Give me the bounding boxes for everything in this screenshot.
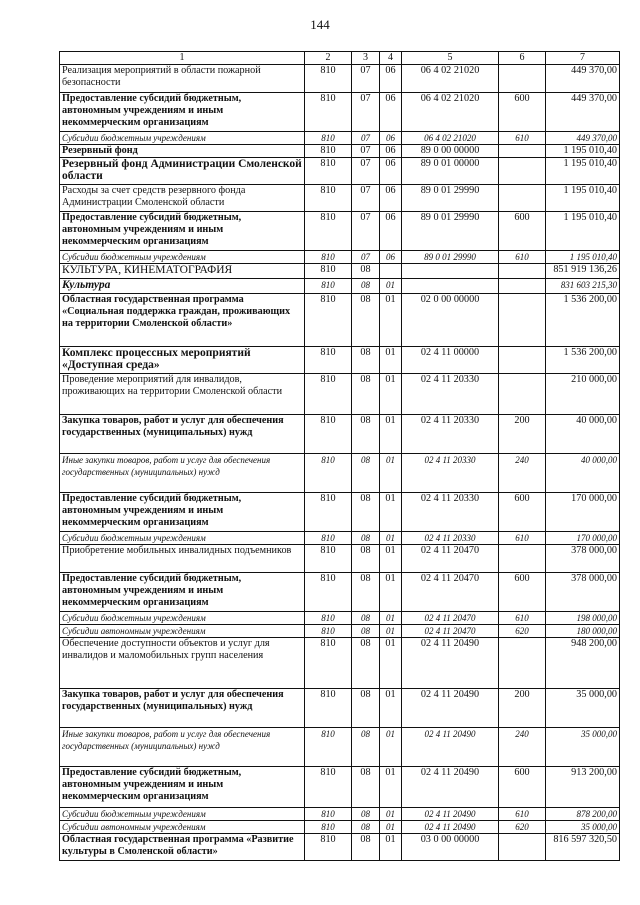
expense-type-code: 600 bbox=[499, 573, 546, 612]
section-code: 08 bbox=[352, 834, 380, 861]
amount: 948 200,00 bbox=[546, 638, 620, 689]
section-code: 07 bbox=[352, 93, 380, 132]
item-description: Субсидии бюджетным учреждениям bbox=[60, 251, 305, 264]
amount: 1 195 010,40 bbox=[546, 158, 620, 185]
amount: 180 000,00 bbox=[546, 625, 620, 638]
expense-type-code: 240 bbox=[499, 728, 546, 767]
expense-type-code bbox=[499, 279, 546, 294]
ministry-code: 810 bbox=[305, 808, 352, 821]
table-row bbox=[60, 132, 620, 145]
ministry-code: 810 bbox=[305, 185, 352, 212]
ministry-code: 810 bbox=[305, 454, 352, 493]
table-row bbox=[60, 374, 620, 415]
table-row bbox=[60, 93, 620, 132]
item-description: Субсидии бюджетным учреждениям bbox=[60, 532, 305, 545]
table-row bbox=[60, 689, 620, 728]
expense-type-code: 600 bbox=[499, 93, 546, 132]
section-code: 08 bbox=[352, 821, 380, 834]
item-description: Приобретение мобильных инвалидных подъемников bbox=[60, 545, 305, 573]
column-header: 4 bbox=[380, 52, 402, 65]
expense-type-code bbox=[499, 347, 546, 374]
column-header: 5 bbox=[402, 52, 499, 65]
subsection-code: 01 bbox=[380, 612, 402, 625]
ministry-code: 810 bbox=[305, 93, 352, 132]
section-code: 08 bbox=[352, 279, 380, 294]
section-code: 08 bbox=[352, 767, 380, 808]
target-article-code: 02 4 11 20470 bbox=[402, 612, 499, 625]
column-header: 7 bbox=[546, 52, 620, 65]
ministry-code: 810 bbox=[305, 767, 352, 808]
expense-type-code bbox=[499, 374, 546, 415]
table-row bbox=[60, 834, 620, 861]
amount: 40 000,00 bbox=[546, 415, 620, 454]
table-row bbox=[60, 821, 620, 834]
expense-type-code: 600 bbox=[499, 767, 546, 808]
column-header: 2 bbox=[305, 52, 352, 65]
expense-type-code: 610 bbox=[499, 132, 546, 145]
section-code: 07 bbox=[352, 65, 380, 93]
section-code: 07 bbox=[352, 212, 380, 251]
item-description: КУЛЬТУРА, КИНЕМАТОГРАФИЯ bbox=[60, 264, 305, 279]
expense-type-code: 240 bbox=[499, 454, 546, 493]
item-description: Расходы за счет средств резервного фонда Администрации Смоленской области bbox=[60, 185, 305, 212]
amount: 878 200,00 bbox=[546, 808, 620, 821]
target-article-code: 02 4 11 20330 bbox=[402, 493, 499, 532]
section-code: 07 bbox=[352, 251, 380, 264]
amount: 1 195 010,40 bbox=[546, 251, 620, 264]
section-code: 08 bbox=[352, 374, 380, 415]
section-code: 08 bbox=[352, 347, 380, 374]
expense-type-code bbox=[499, 145, 546, 158]
expense-type-code: 200 bbox=[499, 689, 546, 728]
expense-type-code bbox=[499, 65, 546, 93]
expense-type-code: 610 bbox=[499, 808, 546, 821]
ministry-code: 810 bbox=[305, 612, 352, 625]
section-code: 08 bbox=[352, 689, 380, 728]
item-description: Предоставление субсидий бюджетным, автономным учреждениям и иным некоммерческим организациям bbox=[60, 493, 305, 532]
item-description: Областная государственная программа «Социальная поддержка граждан, проживающих на территории Смоленской области» bbox=[60, 294, 305, 347]
target-article-code: 02 4 11 20490 bbox=[402, 728, 499, 767]
amount: 378 000,00 bbox=[546, 573, 620, 612]
expense-type-code bbox=[499, 294, 546, 347]
amount: 831 603 215,30 bbox=[546, 279, 620, 294]
subsection-code: 01 bbox=[380, 689, 402, 728]
table-row bbox=[60, 158, 620, 185]
subsection-code: 01 bbox=[380, 294, 402, 347]
expense-type-code: 600 bbox=[499, 493, 546, 532]
ministry-code: 810 bbox=[305, 374, 352, 415]
table-row bbox=[60, 279, 620, 294]
section-code: 08 bbox=[352, 728, 380, 767]
table-row bbox=[60, 545, 620, 573]
ministry-code: 810 bbox=[305, 65, 352, 93]
column-header: 1 bbox=[60, 52, 305, 65]
header-row bbox=[60, 52, 620, 65]
target-article-code: 89 0 01 29990 bbox=[402, 251, 499, 264]
subsection-code: 01 bbox=[380, 415, 402, 454]
target-article-code: 02 4 11 20470 bbox=[402, 545, 499, 573]
item-description: Субсидии автономным учреждениям bbox=[60, 821, 305, 834]
amount: 198 000,00 bbox=[546, 612, 620, 625]
amount: 35 000,00 bbox=[546, 728, 620, 767]
amount: 1 536 200,00 bbox=[546, 294, 620, 347]
subsection-code: 06 bbox=[380, 145, 402, 158]
section-code: 08 bbox=[352, 545, 380, 573]
target-article-code: 02 4 11 20330 bbox=[402, 532, 499, 545]
subsection-code: 01 bbox=[380, 493, 402, 532]
column-header: 3 bbox=[352, 52, 380, 65]
budget-table bbox=[59, 51, 620, 861]
subsection-code: 01 bbox=[380, 374, 402, 415]
subsection-code: 01 bbox=[380, 625, 402, 638]
subsection-code: 01 bbox=[380, 821, 402, 834]
section-code: 08 bbox=[352, 532, 380, 545]
subsection-code: 01 bbox=[380, 279, 402, 294]
subsection-code: 06 bbox=[380, 251, 402, 264]
amount: 170 000,00 bbox=[546, 532, 620, 545]
table-row bbox=[60, 532, 620, 545]
ministry-code: 810 bbox=[305, 264, 352, 279]
subsection-code: 01 bbox=[380, 638, 402, 689]
item-description: Закупка товаров, работ и услуг для обеспечения государственных (муниципальных) нужд bbox=[60, 415, 305, 454]
target-article-code: 02 4 11 00000 bbox=[402, 347, 499, 374]
subsection-code: 06 bbox=[380, 65, 402, 93]
expense-type-code: 620 bbox=[499, 821, 546, 834]
table-row bbox=[60, 65, 620, 93]
table-row bbox=[60, 212, 620, 251]
target-article-code: 02 4 11 20330 bbox=[402, 374, 499, 415]
amount: 378 000,00 bbox=[546, 545, 620, 573]
item-description: Предоставление субсидий бюджетным, автономным учреждениям и иным некоммерческим организациям bbox=[60, 573, 305, 612]
ministry-code: 810 bbox=[305, 689, 352, 728]
amount: 1 195 010,40 bbox=[546, 212, 620, 251]
expense-type-code bbox=[499, 545, 546, 573]
amount: 449 370,00 bbox=[546, 65, 620, 93]
amount: 40 000,00 bbox=[546, 454, 620, 493]
amount: 35 000,00 bbox=[546, 821, 620, 834]
ministry-code: 810 bbox=[305, 415, 352, 454]
item-description: Предоставление субсидий бюджетным, автономным учреждениям и иным некоммерческим организациям bbox=[60, 93, 305, 132]
target-article-code: 02 4 11 20330 bbox=[402, 454, 499, 493]
ministry-code: 810 bbox=[305, 532, 352, 545]
item-description: Иные закупки товаров, работ и услуг для обеспечения государственных (муниципальных) нужд bbox=[60, 454, 305, 493]
table-row bbox=[60, 454, 620, 493]
section-code: 07 bbox=[352, 132, 380, 145]
target-article-code: 02 0 00 00000 bbox=[402, 294, 499, 347]
item-description: Комплекс процессных мероприятий «Доступная среда» bbox=[60, 347, 305, 374]
item-description: Резервный фонд bbox=[60, 145, 305, 158]
subsection-code: 01 bbox=[380, 767, 402, 808]
ministry-code: 810 bbox=[305, 573, 352, 612]
section-code: 08 bbox=[352, 493, 380, 532]
ministry-code: 810 bbox=[305, 545, 352, 573]
target-article-code: 02 4 11 20330 bbox=[402, 415, 499, 454]
item-description: Субсидии бюджетным учреждениям bbox=[60, 132, 305, 145]
amount: 449 370,00 bbox=[546, 93, 620, 132]
amount: 210 000,00 bbox=[546, 374, 620, 415]
ministry-code: 810 bbox=[305, 212, 352, 251]
ministry-code: 810 bbox=[305, 638, 352, 689]
amount: 851 919 136,26 bbox=[546, 264, 620, 279]
ministry-code: 810 bbox=[305, 493, 352, 532]
table-row bbox=[60, 573, 620, 612]
subsection-code: 01 bbox=[380, 454, 402, 493]
subsection-code: 01 bbox=[380, 573, 402, 612]
section-code: 07 bbox=[352, 158, 380, 185]
target-article-code bbox=[402, 279, 499, 294]
subsection-code: 01 bbox=[380, 545, 402, 573]
target-article-code: 02 4 11 20470 bbox=[402, 573, 499, 612]
section-code: 07 bbox=[352, 145, 380, 158]
page-number: 144 bbox=[310, 17, 330, 32]
target-article-code: 03 0 00 00000 bbox=[402, 834, 499, 861]
target-article-code: 06 4 02 21020 bbox=[402, 65, 499, 93]
subsection-code: 06 bbox=[380, 93, 402, 132]
item-description: Обеспечение доступности объектов и услуг для инвалидов и маломобильных групп населения bbox=[60, 638, 305, 689]
table-row bbox=[60, 145, 620, 158]
item-description: Областная государственная программа «Развитие культуры в Смоленской области» bbox=[60, 834, 305, 861]
subsection-code bbox=[380, 264, 402, 279]
expense-type-code bbox=[499, 158, 546, 185]
expense-type-code: 610 bbox=[499, 612, 546, 625]
subsection-code: 01 bbox=[380, 347, 402, 374]
section-code: 08 bbox=[352, 454, 380, 493]
target-article-code: 06 4 02 21020 bbox=[402, 132, 499, 145]
target-article-code: 89 0 00 00000 bbox=[402, 145, 499, 158]
item-description: Резервный фонд Администрации Смоленской области bbox=[60, 158, 305, 185]
column-header: 6 bbox=[499, 52, 546, 65]
section-code: 08 bbox=[352, 415, 380, 454]
subsection-code: 06 bbox=[380, 158, 402, 185]
section-code: 08 bbox=[352, 612, 380, 625]
target-article-code: 06 4 02 21020 bbox=[402, 93, 499, 132]
ministry-code: 810 bbox=[305, 821, 352, 834]
table-row bbox=[60, 728, 620, 767]
amount: 170 000,00 bbox=[546, 493, 620, 532]
ministry-code: 810 bbox=[305, 625, 352, 638]
target-article-code: 02 4 11 20490 bbox=[402, 808, 499, 821]
item-description: Субсидии бюджетным учреждениям bbox=[60, 612, 305, 625]
expense-type-code: 620 bbox=[499, 625, 546, 638]
table-row bbox=[60, 808, 620, 821]
target-article-code: 02 4 11 20470 bbox=[402, 625, 499, 638]
subsection-code: 01 bbox=[380, 532, 402, 545]
table-row bbox=[60, 638, 620, 689]
table-row bbox=[60, 493, 620, 532]
target-article-code: 89 0 01 00000 bbox=[402, 158, 499, 185]
subsection-code: 06 bbox=[380, 185, 402, 212]
amount: 816 597 320,50 bbox=[546, 834, 620, 861]
amount: 1 195 010,40 bbox=[546, 185, 620, 212]
item-description: Предоставление субсидий бюджетным, автономным учреждениям и иным некоммерческим организациям bbox=[60, 212, 305, 251]
target-article-code: 02 4 11 20490 bbox=[402, 689, 499, 728]
item-description: Культура bbox=[60, 279, 305, 294]
amount: 35 000,00 bbox=[546, 689, 620, 728]
section-code: 08 bbox=[352, 573, 380, 612]
subsection-code: 01 bbox=[380, 728, 402, 767]
amount: 913 200,00 bbox=[546, 767, 620, 808]
target-article-code bbox=[402, 264, 499, 279]
expense-type-code bbox=[499, 638, 546, 689]
section-code: 08 bbox=[352, 808, 380, 821]
item-description: Предоставление субсидий бюджетным, автономным учреждениям и иным некоммерческим организациям bbox=[60, 767, 305, 808]
ministry-code: 810 bbox=[305, 294, 352, 347]
item-description: Иные закупки товаров, работ и услуг для обеспечения государственных (муниципальных) нужд bbox=[60, 728, 305, 767]
ministry-code: 810 bbox=[305, 158, 352, 185]
expense-type-code: 200 bbox=[499, 415, 546, 454]
expense-type-code: 610 bbox=[499, 532, 546, 545]
table-row bbox=[60, 347, 620, 374]
item-description: Реализация мероприятий в области пожарной безопасности bbox=[60, 65, 305, 93]
subsection-code: 06 bbox=[380, 212, 402, 251]
expense-type-code: 610 bbox=[499, 251, 546, 264]
ministry-code: 810 bbox=[305, 347, 352, 374]
expense-type-code bbox=[499, 264, 546, 279]
section-code: 08 bbox=[352, 638, 380, 689]
table-row bbox=[60, 625, 620, 638]
target-article-code: 02 4 11 20490 bbox=[402, 638, 499, 689]
section-code: 08 bbox=[352, 625, 380, 638]
item-description: Закупка товаров, работ и услуг для обеспечения государственных (муниципальных) нужд bbox=[60, 689, 305, 728]
item-description: Субсидии бюджетным учреждениям bbox=[60, 808, 305, 821]
target-article-code: 89 0 01 29990 bbox=[402, 212, 499, 251]
table-row bbox=[60, 612, 620, 625]
amount: 1 536 200,00 bbox=[546, 347, 620, 374]
table-row bbox=[60, 264, 620, 279]
ministry-code: 810 bbox=[305, 279, 352, 294]
target-article-code: 02 4 11 20490 bbox=[402, 767, 499, 808]
amount: 449 370,00 bbox=[546, 132, 620, 145]
target-article-code: 89 0 01 29990 bbox=[402, 185, 499, 212]
item-description: Проведение мероприятий для инвалидов, проживающих на территории Смоленской области bbox=[60, 374, 305, 415]
ministry-code: 810 bbox=[305, 132, 352, 145]
amount: 1 195 010,40 bbox=[546, 145, 620, 158]
subsection-code: 01 bbox=[380, 808, 402, 821]
section-code: 08 bbox=[352, 264, 380, 279]
subsection-code: 01 bbox=[380, 834, 402, 861]
item-description: Субсидии автономным учреждениям bbox=[60, 625, 305, 638]
table-row bbox=[60, 415, 620, 454]
subsection-code: 06 bbox=[380, 132, 402, 145]
ministry-code: 810 bbox=[305, 834, 352, 861]
table-row bbox=[60, 294, 620, 347]
table-row bbox=[60, 251, 620, 264]
ministry-code: 810 bbox=[305, 728, 352, 767]
table-row bbox=[60, 767, 620, 808]
section-code: 08 bbox=[352, 294, 380, 347]
ministry-code: 810 bbox=[305, 145, 352, 158]
table-row bbox=[60, 185, 620, 212]
expense-type-code: 600 bbox=[499, 212, 546, 251]
ministry-code: 810 bbox=[305, 251, 352, 264]
section-code: 07 bbox=[352, 185, 380, 212]
expense-type-code bbox=[499, 185, 546, 212]
target-article-code: 02 4 11 20490 bbox=[402, 821, 499, 834]
expense-type-code bbox=[499, 834, 546, 861]
